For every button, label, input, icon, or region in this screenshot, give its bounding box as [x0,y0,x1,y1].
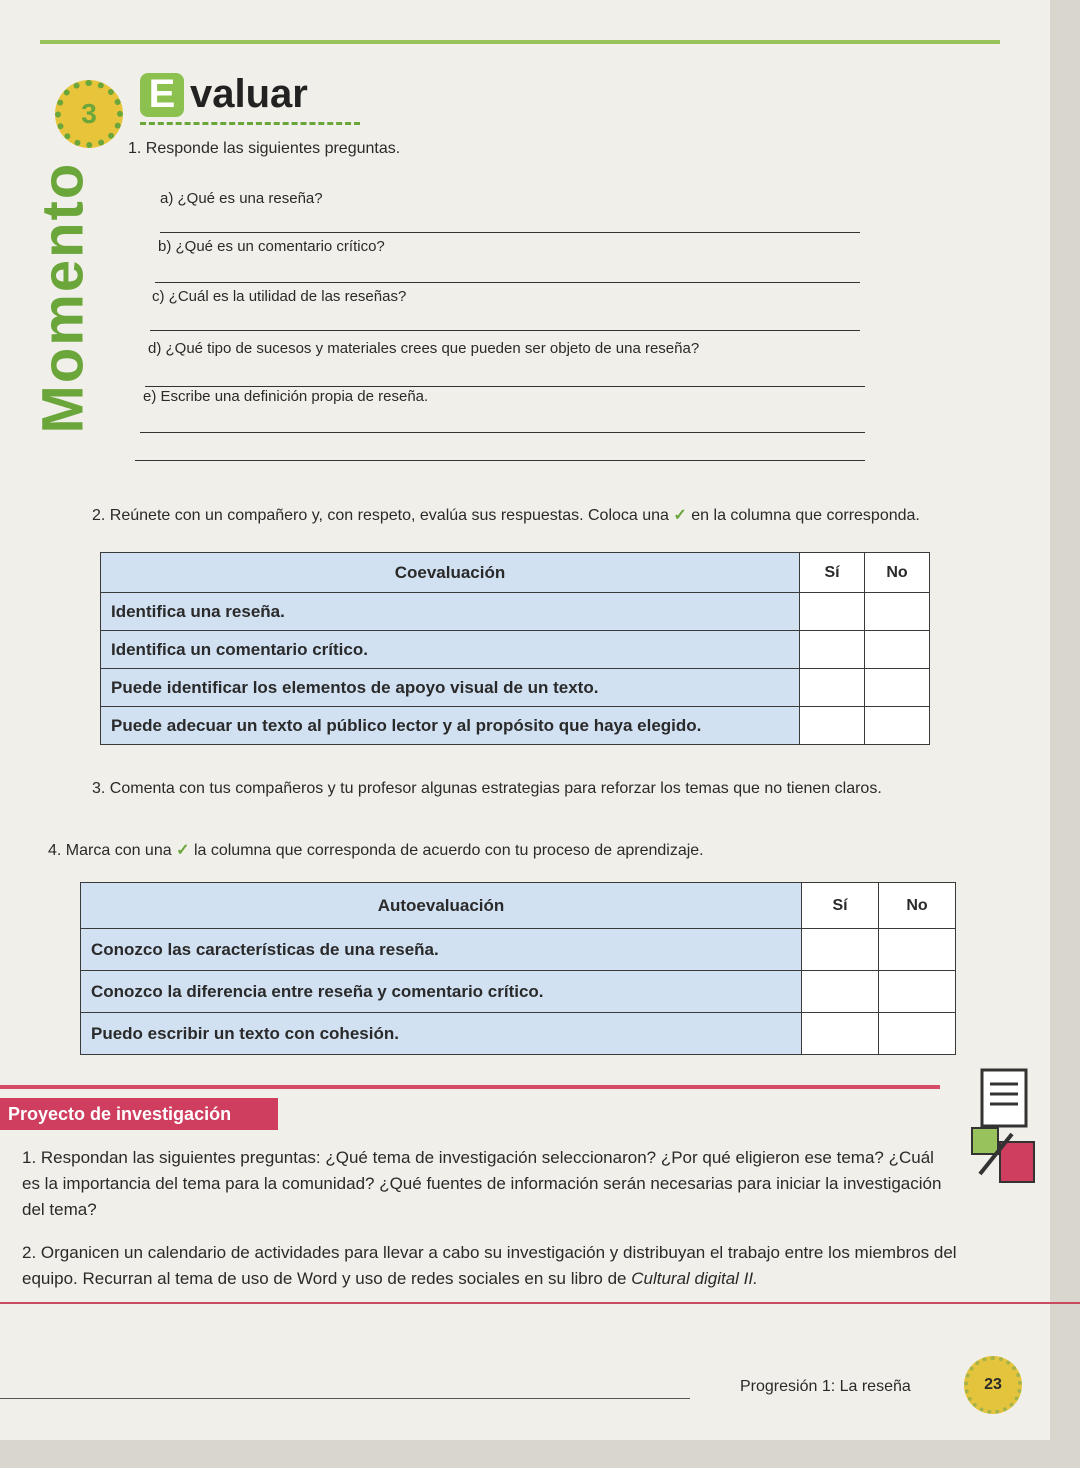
coevaluation-no-cell[interactable] [865,669,930,707]
self-evaluation-row-label: Conozco las características de una reseña. [81,929,802,971]
self-evaluation-row-label: Puedo escribir un texto con cohesión. [81,1013,802,1055]
coevaluation-row-label: Puede identificar los elementos de apoyo visual de un texto. [101,669,800,707]
question-4-text-start: 4. Marca con una [48,842,172,859]
checkmark-icon: ✓ [673,507,687,524]
project-step-1: 1. Respondan las siguientes preguntas: ¿Qué tema de investigación seleccionaron? ¿Por qué eligieron ese tema? ¿Cuál es la importancia del tema para la comunidad? ¿Qué fuentes de información serán necesarias para iniciar la investigación del tema? [22,1148,942,1219]
self-evaluation-row-label: Conozco la diferencia entre reseña y comentario crítico. [81,971,802,1013]
answer-line-e2[interactable] [135,460,865,461]
progression-label: Progresión 1: La reseña [740,1378,911,1395]
coevaluation-yes-cell[interactable] [800,707,865,745]
project-title: Proyecto de investigación [0,1098,278,1130]
coevaluation-no-header: No [865,553,930,593]
project-step-2-text: 2. Organicen un calendario de actividades para llevar a cabo su investigación y distribuyan el trabajo entre los miembros del equipo. Recurran al tema de uso de Word y uso de redes sociales en su libro de [22,1243,957,1288]
checkmark-icon: ✓ [176,842,190,859]
coevaluation-yes-cell[interactable] [800,631,865,669]
bottom-divider [0,1302,1080,1304]
coevaluation-yes-cell[interactable] [800,593,865,631]
self-evaluation-no-cell[interactable] [879,1013,956,1055]
self-evaluation-no-cell[interactable] [879,971,956,1013]
answer-line-b[interactable] [155,282,860,283]
question-1d: d) ¿Qué tipo de sucesos y materiales crees que pueden ser objeto de una reseña? [148,340,700,357]
self-evaluation-yes-header: Sí [802,883,879,929]
footer-rule [0,1398,690,1399]
self-evaluation-yes-cell[interactable] [802,971,879,1013]
question-2-text-start: 2. Reúnete con un compañero y, con respeto, evalúa sus respuestas. Coloca una [92,507,669,524]
coevaluation-no-cell[interactable] [865,631,930,669]
page-number: 23 [984,1376,1002,1393]
question-3: 3. Comenta con tus compañeros y tu profesor algunas estrategias para reforzar los temas que no tienen claros. [92,780,882,797]
answer-line-a[interactable] [160,232,860,233]
momento-flower-icon [55,80,123,148]
self-evaluation-yes-cell[interactable] [802,929,879,971]
question-1c: c) ¿Cuál es la utilidad de las reseñas? [152,288,407,305]
coevaluation-no-cell[interactable] [865,593,930,631]
answer-line-e1[interactable] [140,432,865,433]
project-divider [0,1085,940,1089]
question-2-text-end: en la columna que corresponda. [691,507,920,524]
self-evaluation-header: Autoevaluación [81,883,802,929]
coevaluation-table [100,552,930,745]
self-evaluation-table [80,882,956,1055]
coevaluation-header: Coevaluación [101,553,800,593]
title-underline [140,122,360,125]
section-title [140,72,308,117]
coevaluation-row-label: Puede adecuar un texto al público lector y al propósito que haya elegido. [101,707,800,745]
question-4-text-end: la columna que corresponda de acuerdo con tu proceso de aprendizaje. [193,842,704,859]
question-2 [92,505,922,527]
momento-label: Momento [30,161,96,434]
question-4 [48,840,704,860]
answer-line-d[interactable] [145,386,865,387]
coevaluation-yes-header: Sí [800,553,865,593]
section-number: 3 [81,98,97,129]
self-evaluation-no-cell[interactable] [879,929,956,971]
project-step-2 [22,1240,1002,1292]
title-initial-badge: E [140,73,184,117]
title-text: valuar [190,72,308,116]
coevaluation-row-label: Identifica un comentario crítico. [101,631,800,669]
self-evaluation-yes-cell[interactable] [802,1013,879,1055]
question-1b: b) ¿Qué es un comentario crítico? [158,238,385,255]
coevaluation-row-label: Identifica una reseña. [101,593,800,631]
page-number-flower-icon [964,1356,1022,1414]
answer-line-c[interactable] [150,330,860,331]
question-1a: a) ¿Qué es una reseña? [160,190,323,207]
coevaluation-yes-cell[interactable] [800,669,865,707]
book-title: Cultural digital II. [631,1269,758,1288]
question-1: 1. Responde las siguientes preguntas. [128,140,401,157]
top-divider [40,40,1000,44]
document-pencil-icon [960,1062,1050,1192]
question-1e: e) Escribe una definición propia de reseña. [143,388,429,405]
self-evaluation-no-header: No [879,883,956,929]
coevaluation-no-cell[interactable] [865,707,930,745]
